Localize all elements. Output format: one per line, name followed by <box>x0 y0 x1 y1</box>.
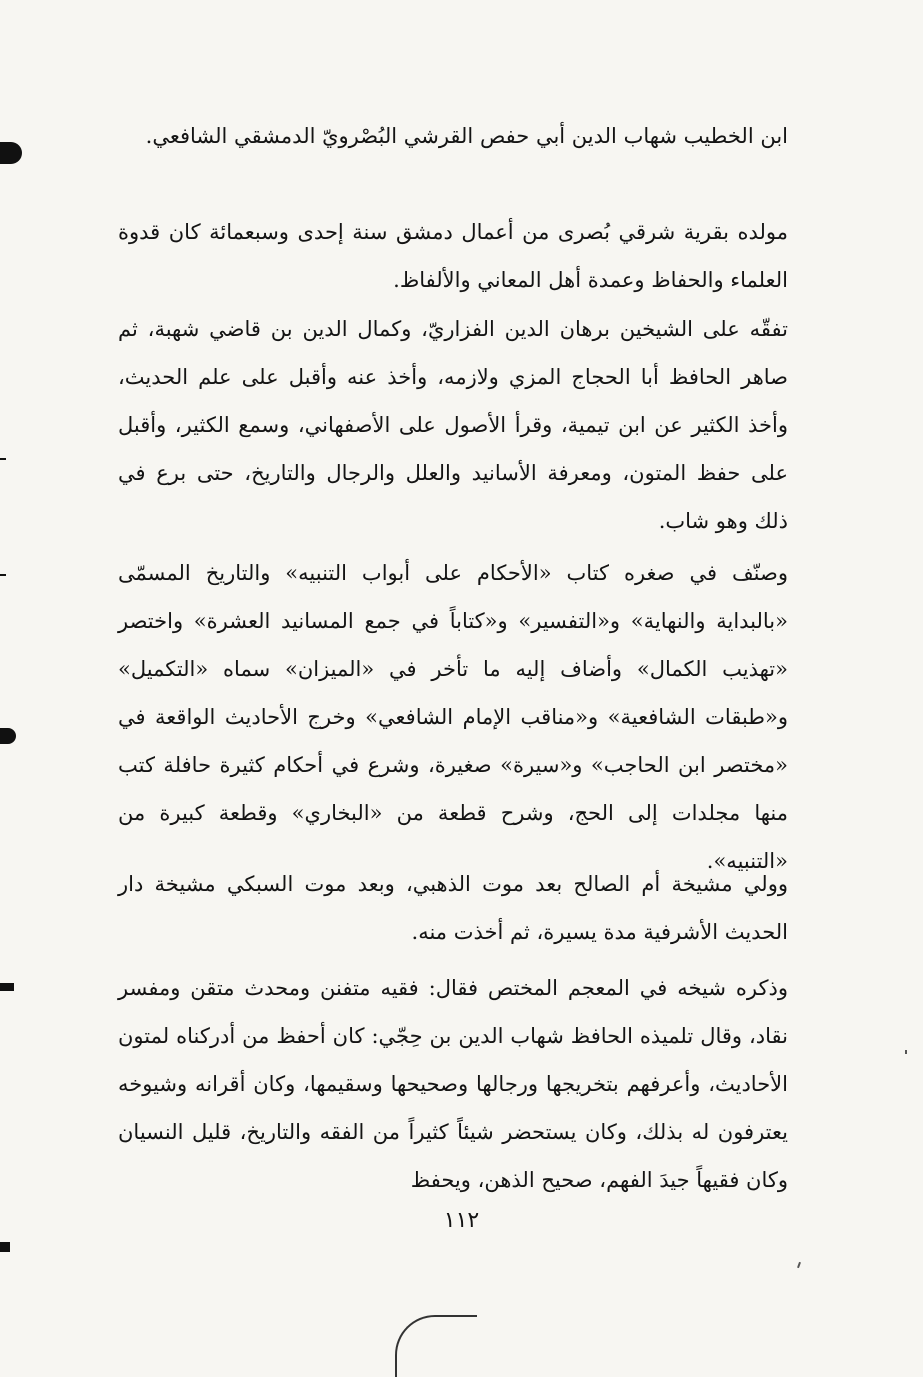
scan-edge-mark <box>0 458 6 460</box>
page-number: ١١٢ <box>443 1208 480 1233</box>
paragraph-3: تفقّه على الشيخين برهان الدين الفزاريّ، وكمال الدين بن قاضي شهبة، ثم صاهر الحافظ أبا الحجاج المزي ولازمه، وأخذ عنه وأقبل على علم الحديث، وأخذ الكثير عن ابن تيمية، وقرأ الأصول على الأصفهاني، وسمع الكثير، وأقبل على حفظ المتون، ومعرفة الأسانيد والعلل والرجال والتاريخ، حتى برع في ذلك وهو شاب. <box>118 317 788 533</box>
paragraph-2: مولده بقرية شرقي بُصرى من أعمال دمشق سنة إحدى وسبعمائة كان قدوة العلماء والحفاظ وعمدة أهل المعاني والألفاظ. <box>118 220 788 292</box>
scan-edge-mark <box>0 574 6 576</box>
paragraph-6: وذكره شيخه في المعجم المختص فقال: فقيه متفنن ومحدث متقن ومفسر نقاد، وقال تلميذه الحافظ شهاب الدين بن حِجّي: كان أحفظ من أدركناه لمتون الأحاديث، وأعرفهم بتخريجها ورجالها وصحيحها وسقيمها، وكان أقرانه وشيوخه يعترفون له بذلك، وكان يستحضر شيئاً كثيراً من الفقه والتاريخ، قليل النسيان وكان فقيهاً جيدَ الفهم، صحيح الذهن، ويحفظ <box>118 976 788 1192</box>
scan-edge-mark <box>0 1242 10 1252</box>
scan-artifact-curve <box>395 1315 477 1377</box>
scan-edge-mark <box>0 728 16 744</box>
scan-edge-mark <box>0 142 22 164</box>
scan-speck <box>905 1050 907 1054</box>
paragraph-5: وولي مشيخة أم الصالح بعد موت الذهبي، وبعد موت السبكي مشيخة دار الحديث الأشرفية مدة يسيرة، ثم أخذت منه. <box>118 872 788 944</box>
paragraph-4: وصنّف في صغره كتاب «الأحكام على أبواب التنبيه» والتاريخ المسمّى «بالبداية والنهاية» و«التفسير» و«كتاباً في جمع المسانيد العشرة» واختصر «تهذيب الكمال» وأضاف إليه ما تأخر في «الميزان» سماه «التكميل» و«طبقات الشافعية» و«مناقب الإمام الشافعي» وخرج الأحاديث الواقعة في «مختصر ابن الحاجب» و«سيرة» صغيرة، وشرع في أحكام كثيرة حافلة كتب منها مجلدات إلى الحج، وشرح قطعة من «البخاري» وقطعة كبيرة من «التنبيه». <box>118 561 788 873</box>
scan-edge-mark <box>0 983 14 991</box>
scan-speck <box>797 1262 801 1268</box>
paragraph-1: ابن الخطيب شهاب الدين أبي حفص القرشي البُصْرويّ الدمشقي الشافعي. <box>145 124 788 148</box>
